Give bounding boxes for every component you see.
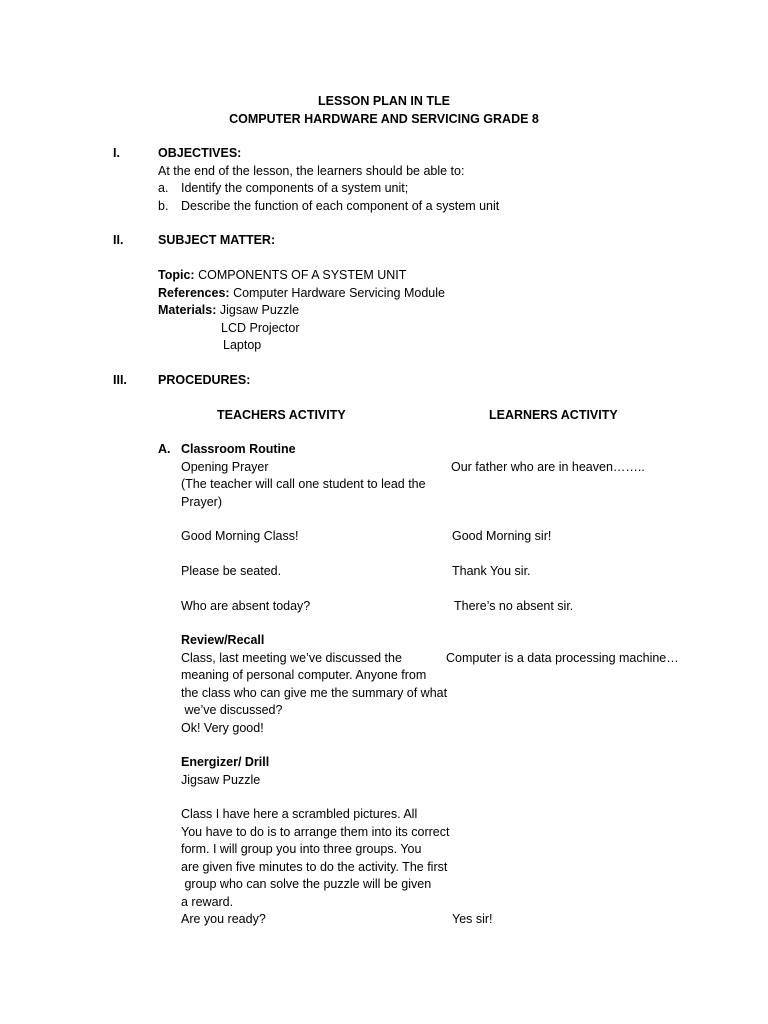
classroom-routine-heading: Classroom Routine — [181, 442, 296, 456]
objective-item-b: Describe the function of each component of a system unit — [181, 199, 500, 213]
teachers-activity-header: TEACHERS ACTIVITY — [217, 408, 346, 422]
prayer-note-line: Prayer) — [181, 495, 222, 509]
energizer-line: Class I have here a scrambled pictures. All — [181, 807, 418, 821]
objective-marker-b: b. — [158, 199, 169, 213]
ready-line: Are you ready? — [181, 912, 266, 926]
material-item: Laptop — [223, 338, 262, 352]
greeting-response: Good Morning sir! — [452, 529, 552, 543]
subject-matter-heading: SUBJECT MATTER: — [158, 233, 276, 247]
energizer-line: a reward. — [181, 895, 234, 909]
section-numeral-2: II. — [113, 233, 124, 247]
energizer-line: group who can solve the puzzle will be given — [181, 877, 432, 891]
references-label: References: — [158, 286, 230, 300]
absent-line: Who are absent today? — [181, 599, 311, 613]
references-line — [158, 285, 445, 302]
review-response: Computer is a data processing machine… — [446, 651, 679, 665]
greeting-line: Good Morning Class! — [181, 529, 299, 543]
review-line: we’ve discussed? — [181, 703, 283, 717]
material-item: LCD Projector — [221, 321, 300, 335]
objective-item-a: Identify the components of a system unit; — [181, 181, 409, 195]
materials-label: Materials: — [158, 303, 217, 317]
review-line: meaning of personal computer. Anyone from — [181, 668, 427, 682]
section-a-marker: A. — [158, 442, 171, 456]
review-line: Ok! Very good! — [181, 721, 264, 735]
topic-line — [158, 267, 406, 284]
absent-response: There’s no absent sir. — [454, 599, 574, 613]
document-title: LESSON PLAN IN TLE — [318, 94, 450, 108]
energizer-line: You have to do is to arrange them into its correct — [181, 825, 450, 839]
energizer-line: form. I will group you into three groups. You — [181, 842, 422, 856]
ready-response: Yes sir! — [452, 912, 493, 926]
review-line: Class, last meeting we’ve discussed the — [181, 651, 402, 665]
section-numeral-1: I. — [113, 146, 120, 160]
opening-prayer: Opening Prayer — [181, 460, 269, 474]
energizer-line: are given five minutes to do the activity. The first — [181, 860, 448, 874]
materials-line — [158, 302, 299, 319]
prayer-response: Our father who are in heaven…….. — [451, 460, 645, 474]
review-recall-heading: Review/Recall — [181, 633, 265, 647]
objective-marker-a: a. — [158, 181, 169, 195]
section-numeral-3: III. — [113, 373, 127, 387]
objectives-intro: At the end of the lesson, the learners should be able to: — [158, 164, 465, 178]
prayer-note-line: (The teacher will call one student to lead the — [181, 477, 426, 491]
procedures-heading: PROCEDURES: — [158, 373, 251, 387]
objectives-heading: OBJECTIVES: — [158, 146, 242, 160]
learners-activity-header: LEARNERS ACTIVITY — [489, 408, 618, 422]
review-line: the class who can give me the summary of what — [181, 686, 448, 700]
topic-label: Topic: — [158, 268, 195, 282]
material-item: Jigsaw Puzzle — [219, 303, 300, 317]
energizer-subheading: Jigsaw Puzzle — [181, 773, 261, 787]
topic-value: COMPONENTS OF A SYSTEM UNIT — [198, 268, 407, 282]
references-value: Computer Hardware Servicing Module — [233, 286, 445, 300]
document-subtitle: COMPUTER HARDWARE AND SERVICING GRADE 8 — [229, 112, 539, 126]
seated-line: Please be seated. — [181, 564, 282, 578]
seated-response: Thank You sir. — [452, 564, 531, 578]
energizer-heading: Energizer/ Drill — [181, 755, 270, 769]
